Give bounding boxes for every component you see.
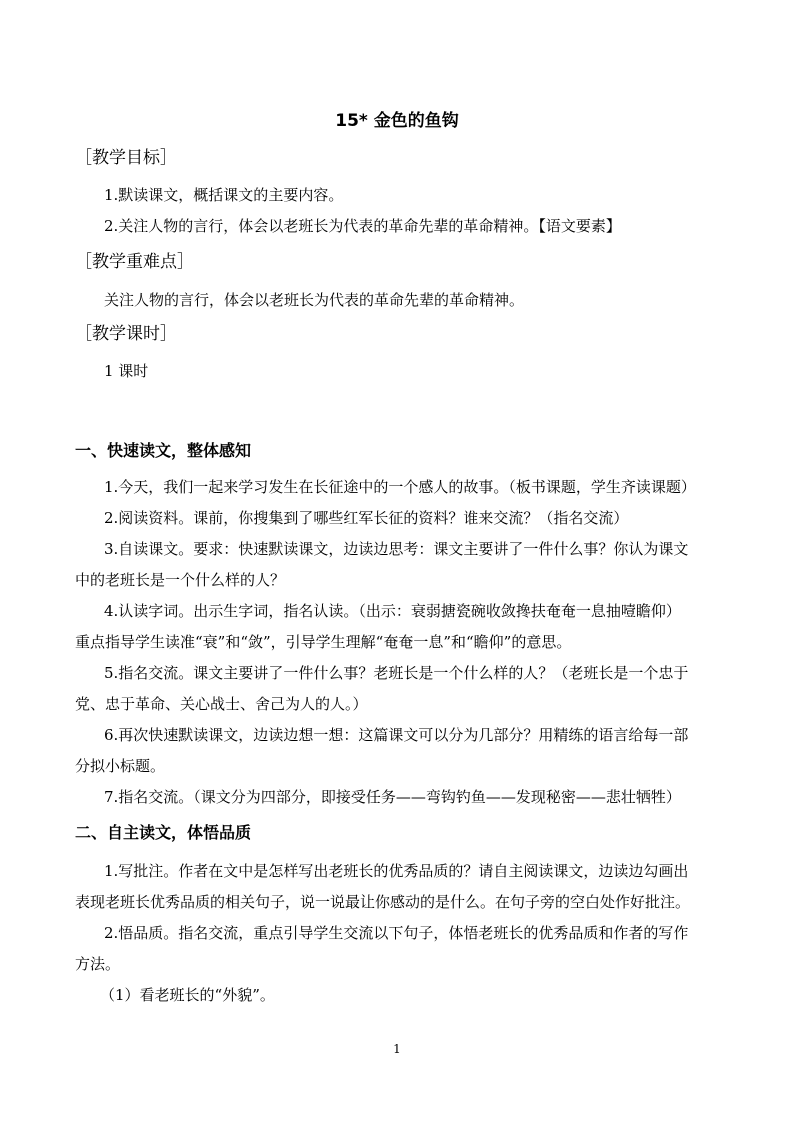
part1-line: 重点指导学生读准“衰”和“敛”，引导学生理解“奄奄一息”和“瞻仰”的意思。 <box>75 633 572 651</box>
objective-item: 1.默读课文，概括课文的主要内容。 <box>104 186 344 204</box>
part1-line: 5.指名交流。课文主要讲了一件什么事？老班长是一个什么样的人？（老班长是一个忠于 <box>104 664 689 682</box>
periods-heading: ［教学课时］ <box>75 324 177 344</box>
part2-line: （1）看老班长的“外貌”。 <box>100 986 275 1004</box>
part2-line: 表现老班长优秀品质的相关句子，说一说最让你感动的是什么。在句子旁的空白处作好批注。 <box>75 893 691 911</box>
part1-line: 6.再次快速默读课文，边读边想一想：这篇课文可以分为几部分？用精练的语言给每一部 <box>104 726 689 744</box>
part1-line: 分拟小标题。 <box>75 757 166 775</box>
part2-line: 1.写批注。作者在文中是怎样写出老班长的优秀品质的？请自主阅读课文，边读边勾画出 <box>104 862 689 880</box>
part1-line: 2.阅读资料。课前，你搜集到了哪些红军长征的资料？谁来交流？（指名交流） <box>104 509 629 527</box>
part2-heading: 二、自主读文，体悟品质 <box>75 823 252 842</box>
key-points-text: 关注人物的言行，体会以老班长为代表的革命先辈的革命精神。 <box>104 291 525 309</box>
periods-text: 1 课时 <box>104 362 149 380</box>
part1-line: 党、忠于革命、关心战士、舍己为人的人。） <box>75 695 368 713</box>
document-title: 15* 金色的鱼钩 <box>335 111 459 131</box>
objectives-heading: ［教学目标］ <box>75 148 177 168</box>
part2-line: 2.悟品质。指名交流，重点引导学生交流以下句子，体悟老班长的优秀品质和作者的写作 <box>104 924 689 942</box>
part1-line: 4.认读字词。出示生字词，指名认读。（出示：衰弱搪瓷碗收敛搀扶奄奄一息抽噎瞻仰） <box>104 602 681 620</box>
part1-line: 1.今天，我们一起来学习发生在长征途中的一个感人的故事。（板书课题，学生齐读课题） <box>104 478 696 496</box>
part1-line: 中的老班长是一个什么样的人？ <box>75 571 286 589</box>
part1-heading: 一、快速读文，整体感知 <box>75 441 252 460</box>
objective-item: 2.关注人物的言行，体会以老班长为代表的革命先辈的革命精神。【语文要素】 <box>104 217 621 235</box>
key-points-heading: ［教学重难点］ <box>75 252 194 272</box>
part2-line: 方法。 <box>75 955 121 973</box>
part1-line: 3.自读课文。要求：快速默读课文，边读边思考：课文主要讲了一件什么事？你认为课文 <box>104 540 689 558</box>
page-number: 1 <box>393 1042 401 1056</box>
part1-line: 7.指名交流。（课文分为四部分，即接受任务——弯钩钓鱼——发现秘密——悲壮牺牲） <box>104 788 681 806</box>
